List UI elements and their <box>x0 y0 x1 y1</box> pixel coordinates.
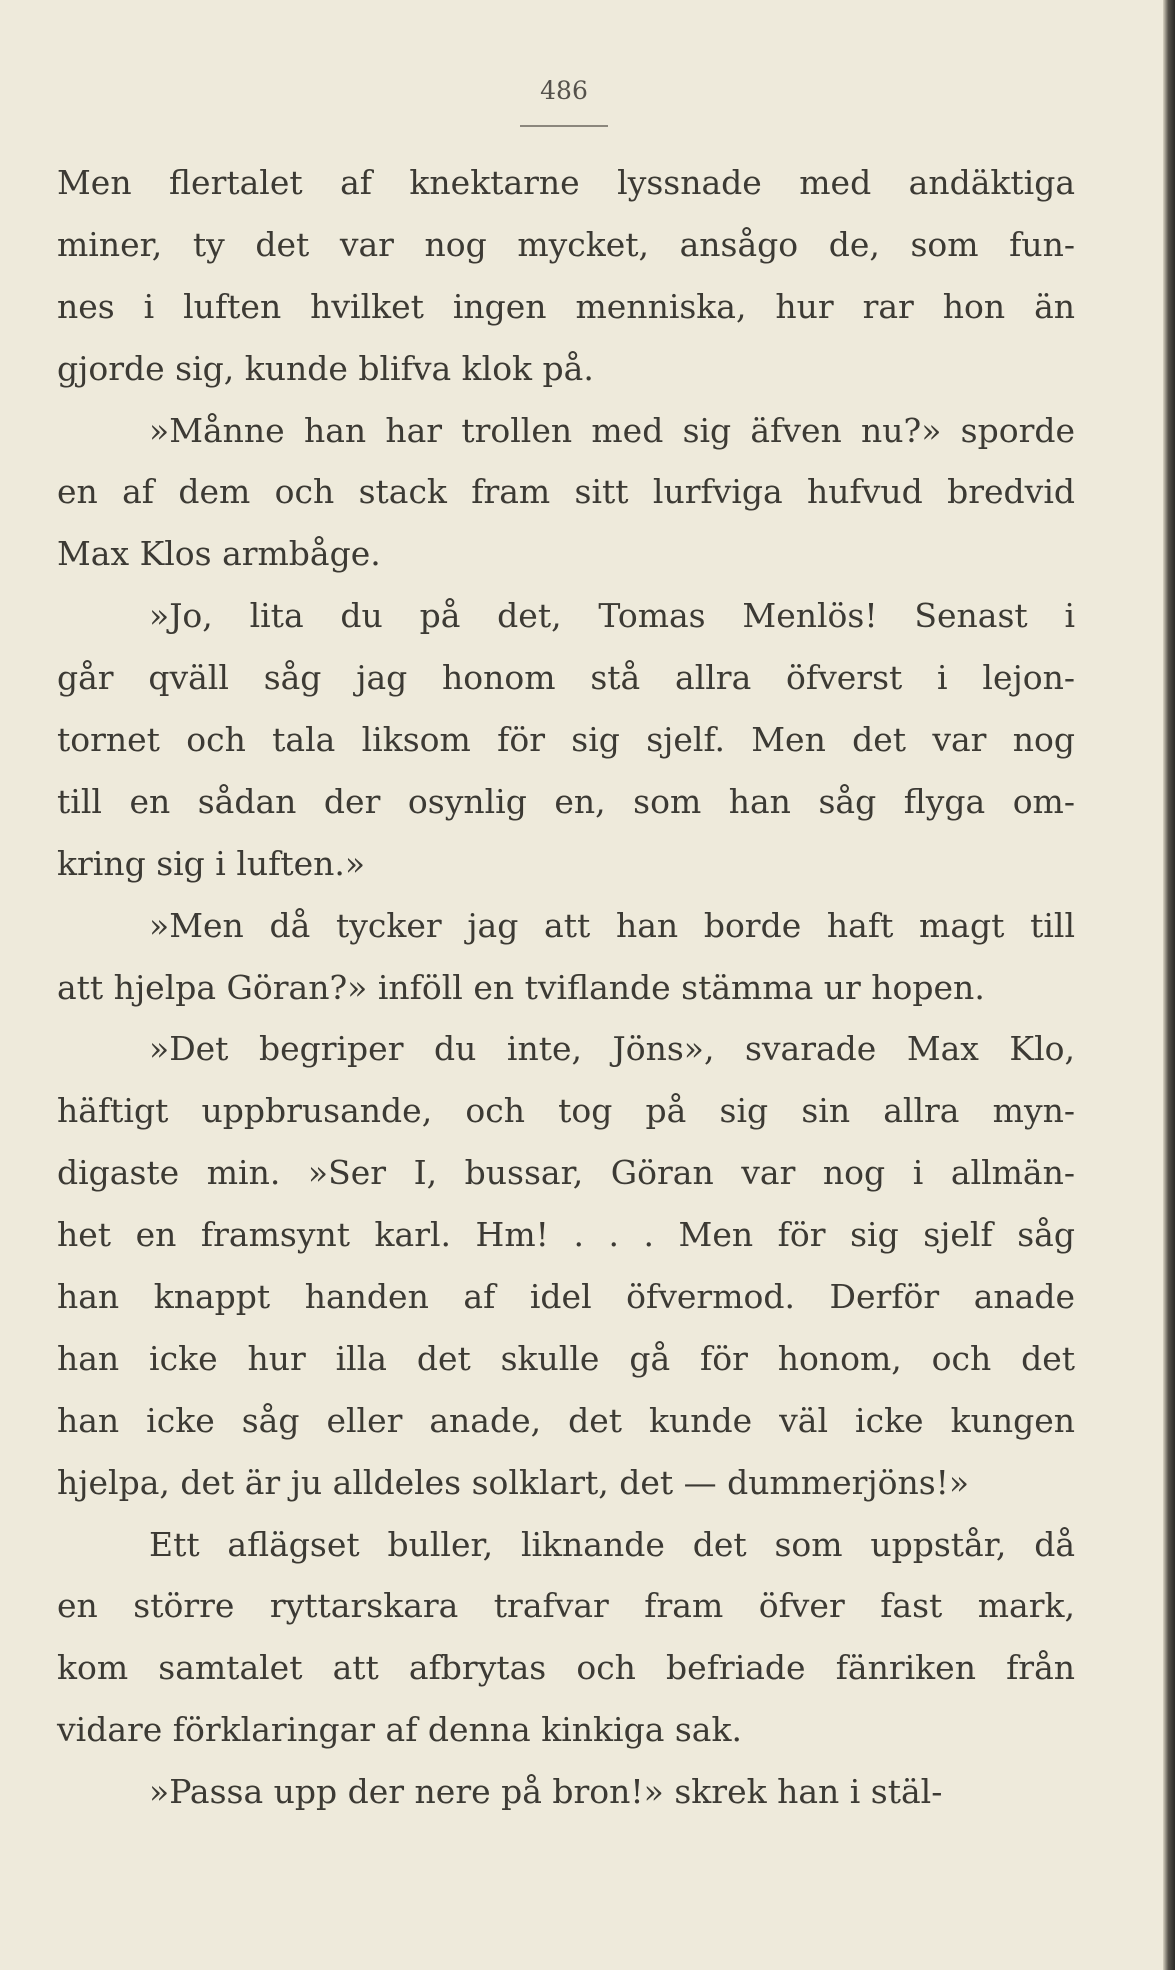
body-text <box>57 152 1075 1823</box>
text-line: vidare förklaringar af denna kinkiga sak. <box>57 1710 742 1750</box>
page-number: 486 <box>540 76 588 105</box>
text-line: han icke hur illa det skulle gå för honom, och det <box>57 1338 1075 1378</box>
text-line: nes i luften hvilket ingen menniska, hur rar hon än <box>57 286 1075 326</box>
text-line: het en framsynt karl. Hm! . . . Men för sig sjelf såg <box>57 1215 1075 1255</box>
text-line: häftigt uppbrusande, och tog på sig sin allra myn- <box>57 1091 1075 1131</box>
text-line: »Jo, lita du på det, Tomas Menlös! Senast i <box>149 596 1075 636</box>
text-line: »Månne han har trollen med sig äfven nu?» sporde <box>149 410 1075 450</box>
text-line: digaste min. »Ser I, bussar, Göran var nog i allmän- <box>57 1153 1075 1193</box>
text-line: »Passa upp der nere på bron!» skrek han i stäl- <box>149 1772 943 1812</box>
text-line: hjelpa, det är ju alldeles solklart, det — dummerjöns!» <box>57 1462 970 1502</box>
text-line: kom samtalet att afbrytas och befriade fänriken från <box>57 1648 1075 1688</box>
text-line: »Men då tycker jag att han borde haft magt till <box>149 905 1075 945</box>
text-line: kring sig i luften.» <box>57 843 366 883</box>
text-line: miner, ty det var nog mycket, ansågo de, som fun- <box>57 224 1075 264</box>
text-line: att hjelpa Göran?» inföll en tviflande stämma ur hopen. <box>57 967 985 1007</box>
text-line: Max Klos armbåge. <box>57 534 381 574</box>
text-line: en af dem och stack fram sitt lurfviga hufvud bredvid <box>57 472 1075 512</box>
text-line: »Det begriper du inte, Jöns», svarade Max Klo, <box>149 1029 1075 1069</box>
text-line: till en sådan der osynlig en, som han såg flyga om- <box>57 781 1075 821</box>
text-line: går qväll såg jag honom stå allra öfverst i lejon- <box>57 658 1075 698</box>
text-line: han icke såg eller anade, det kunde väl icke kungen <box>57 1400 1075 1440</box>
text-line: han knappt handen af idel öfvermod. Derför anade <box>57 1277 1075 1317</box>
text-line: Ett aflägset buller, liknande det som uppstår, då <box>149 1524 1075 1564</box>
text-line: tornet och tala liksom för sig sjelf. Men det var nog <box>57 720 1075 760</box>
page-edge <box>1163 0 1175 1970</box>
header-rule <box>520 125 608 127</box>
text-line: Men flertalet af knektarne lyssnade med andäktiga <box>57 163 1075 202</box>
text-line: gjorde sig, kunde blifva klok på. <box>57 348 594 388</box>
text-line: en större ryttarskara trafvar fram öfver fast mark, <box>57 1586 1075 1626</box>
